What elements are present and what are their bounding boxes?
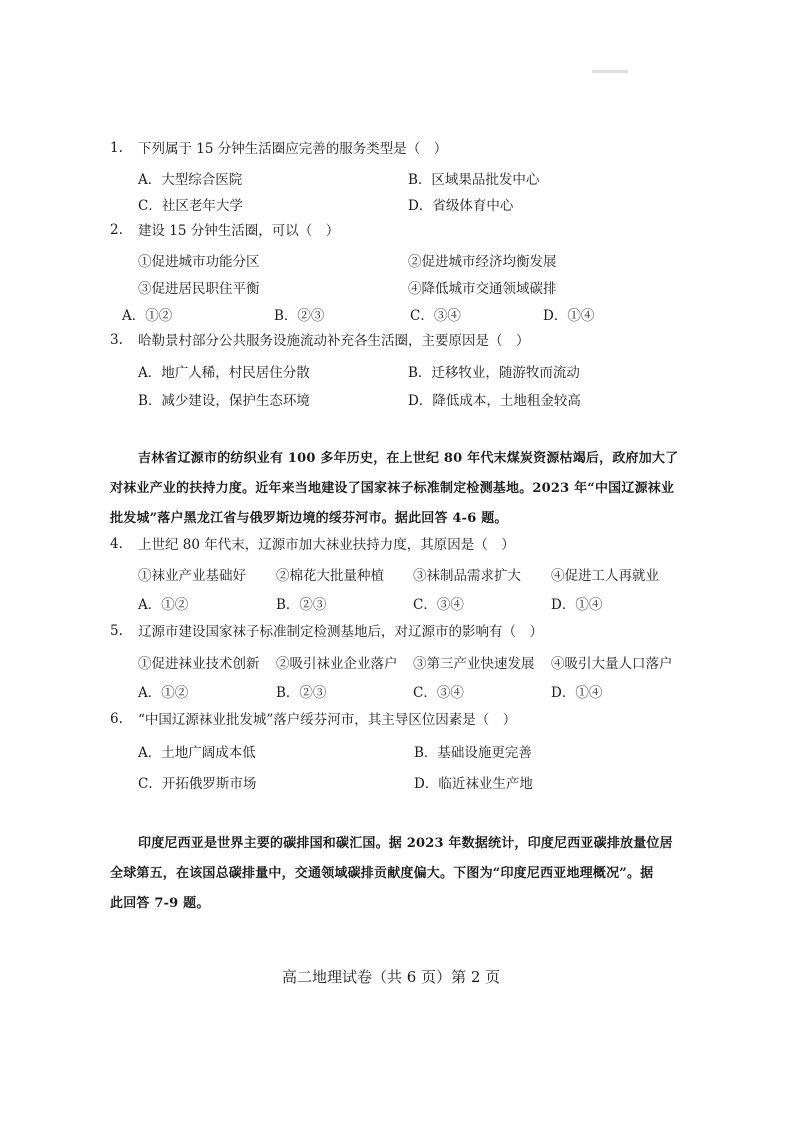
option-b: B．②③ <box>274 308 325 324</box>
statement-2: ②棉花大批量种植 <box>276 568 384 584</box>
question-stem: 建设 15 分钟生活圈，可以（ ） <box>138 223 340 239</box>
question-stem: 下列属于 15 分钟生活圈应完善的服务类型是（ ） <box>138 141 448 157</box>
option-a: A．①② <box>122 308 173 324</box>
question-stem: 辽源市建设国家袜子标准制定检测基地后，对辽源市的影响有（ ） <box>138 624 543 640</box>
passage-line: 批发城”落户黑龙江省与俄罗斯边境的绥芬河市。据此回答 4-6 题。 <box>110 511 508 526</box>
option-c: B．减少建设，保护生态环境 <box>138 393 310 409</box>
question-number: 3. <box>110 332 123 348</box>
option-a: A．①② <box>138 597 189 613</box>
statement-3: ③促进居民职住平衡 <box>138 281 260 297</box>
option-c: C．③④ <box>413 685 464 701</box>
option-a: A．土地广阔成本低 <box>138 745 256 761</box>
passage-line: 吉林省辽源市的纺织业有 100 多年历史，在上世纪 80 年代末煤炭资源枯竭后，政府加大了 <box>138 451 679 466</box>
question-stem: 哈勒景村部分公共服务设施流动补充各生活圈，主要原因是（ ） <box>138 333 530 349</box>
option-b: B．②③ <box>276 685 327 701</box>
passage-line: 全球第五，在该国总碳排量中，交通领域碳排贡献度偏大。下图为“印度尼西亚地理概况”。据 <box>110 866 654 881</box>
option-c: C．③④ <box>410 308 461 324</box>
statement-1: ①促进城市功能分区 <box>138 254 260 270</box>
statement-2: ②吸引袜业企业落户 <box>276 656 398 672</box>
question-number: 2. <box>110 222 123 238</box>
question-number: 1. <box>110 140 123 156</box>
option-c: C．③④ <box>413 597 464 613</box>
option-c: C．开拓俄罗斯市场 <box>138 776 257 792</box>
option-d: D．①④ <box>551 685 603 701</box>
statement-3: ③第三产业快速发展 <box>413 656 535 672</box>
question-stem: “中国辽源袜业批发城”落户绥芬河市，其主导区位因素是（ ） <box>138 712 517 728</box>
question-number: 5. <box>110 623 123 639</box>
option-d: D．①④ <box>551 597 603 613</box>
option-d: D．①④ <box>543 308 595 324</box>
statement-1: ①袜业产业基础好 <box>138 568 246 584</box>
option-b: B．②③ <box>276 597 327 613</box>
statement-4: ④吸引大量人口落户 <box>551 656 673 672</box>
question-stem: 上世纪 80 年代末，辽源市加大袜业扶持力度，其原因是（ ） <box>138 537 515 553</box>
scan-smudge <box>592 70 628 73</box>
option-a: A．大型综合医院 <box>138 172 243 188</box>
page-footer: 高二地理试卷（共 6 页）第 2 页 <box>282 968 501 986</box>
statement-1: ①促进袜业技术创新 <box>138 656 260 672</box>
statement-4: ④促进工人再就业 <box>551 568 659 584</box>
passage-line: 对袜业产业的扶持力度。近年来当地建设了国家袜子标准制定检测基地。2023 年“中国辽源袜业 <box>110 481 675 496</box>
statement-2: ②促进城市经济均衡发展 <box>408 254 557 270</box>
option-a: A．地广人稀，村民居住分散 <box>138 365 310 381</box>
option-d: D．省级体育中心 <box>408 198 514 214</box>
passage-line: 印度尼西亚是世界主要的碳排国和碳汇国。据 2023 年数据统计，印度尼西亚碳排放量位居 <box>138 836 673 851</box>
option-b: B．基础设施更完善 <box>414 745 532 761</box>
option-d: D．临近袜业生产地 <box>414 776 533 792</box>
question-number: 6. <box>110 711 123 727</box>
option-b: B．迁移牧业，随游牧而流动 <box>408 365 580 381</box>
option-a: A．①② <box>138 685 189 701</box>
option-d: D．降低成本，土地租金较高 <box>408 393 581 409</box>
option-c: C．社区老年大学 <box>138 198 243 214</box>
passage-line: 此回答 7-9 题。 <box>110 896 210 911</box>
question-number: 4. <box>110 536 123 552</box>
statement-3: ③袜制品需求扩大 <box>413 568 521 584</box>
statement-4: ④降低城市交通领域碳排 <box>408 281 557 297</box>
option-b: B．区域果品批发中心 <box>408 172 540 188</box>
